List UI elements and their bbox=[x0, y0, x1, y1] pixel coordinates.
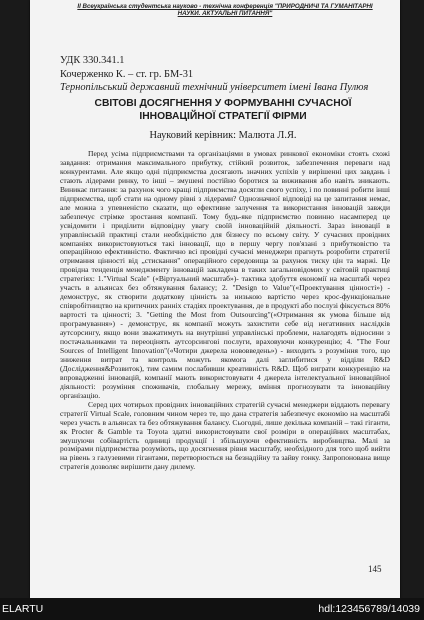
author-line: Кочерженко К. – ст. гр. БМ-31 bbox=[60, 68, 194, 80]
article-body bbox=[60, 150, 390, 472]
conference-header: II Всеукраїнська студентська науково - технічна конференція "ПРИРОДНИЧІ ТА ГУМАНІТАРНІ НАУКИ. АКТУАЛЬНІ ПИТАННЯ" bbox=[77, 3, 373, 18]
document-page bbox=[30, 0, 400, 598]
university-line: Тернопільський державний технічний університет імені Івана Пулюя bbox=[60, 82, 369, 93]
page-number: 145 bbox=[368, 564, 382, 574]
scientific-advisor: Науковий керівник: Малюта Л.Я. bbox=[149, 130, 297, 141]
footer-bar bbox=[0, 598, 424, 620]
article-meta bbox=[60, 54, 368, 95]
udk-code: УДК 330.341.1 bbox=[60, 55, 125, 66]
repository-name: ELARTU bbox=[2, 603, 44, 615]
handle-identifier[interactable]: hdl:123456789/14039 bbox=[318, 603, 420, 615]
paragraph-2: Серед цих чотирьох провідних інноваційних стратегій сучасні менеджери віддають перевагу стратегії Virtual Scale, головним чином через те, що дана стратегія забезпечує економію на масштабі через участь в альянсах та без обтяжування балансу. Сьогодні, лише декілька компаній – такі гіганти, як Procter & Gamble та Toyota здатні використовувати свої розміри в операційних масштабах, змушуючи собівартість одиниці продукції і збільшуючи ефективність виробництва. Малі за розмірами підприємства розуміють, що досягнення рівня масштабу, необхідного для того щоб вийти на рівень з галузевими гігантами, перетворюється на безнадійну та зайву гонку. Запропонована вище стратегія дозволяє вирішити дану дилему. bbox=[60, 399, 390, 472]
article-title: СВІТОВІ ДОСЯГНЕННЯ У ФОРМУВАННІ СУЧАСНОЇ ІННОВАЦІЙНОЇ СТРАТЕГІЇ ФІРМИ bbox=[94, 98, 352, 122]
paragraph-1: Перед усіма підприємствами та організаціями в умовах ринкової економіки стоять схожі завдання: отримання максимального прибутку, стійкий розвиток, забезпечення переваги над конкурентами. Але якщо одні підприємства досягають значних успіхів у вирішенні цих завдань і стають лідерами ринку, то інші – змушені постійно боротися за виживання або навіть зникають. Виникає питання: за рахунок чого кращі підприємства досягли свого успіху, і по повинні робити інші підприємства, щоб стати на одному рівні з лідерами? Однозначної відповіді на це запитання немає, але можна з упевненістю сказати, що ефективне залучення та використання інновацій завжди забезпечує стрімке зростання компанії. Тому будь-яке підприємство повинно насамперед це усвідомити і приділити відповідну увагу своїй інноваційній діяльності. Зараз інновації в управлінській практиці стали необхідністю для бізнесу по всьому світу. У сучасних провідних компаніях використовуються такі інновації, що в першу чергу пов'язані з прибутковістю та операційною ефективністю. Фактично всі провідні сучасні менеджери прагнуть розробити стратегії отримання цінності від „стискання" операційного середовища за рахунок тиску цін та маржі. Це провідна тенденція менеджменту інновацій закладена в таких загальновідомих у світовій практиці стратегіях: 1."Virtual Scale" («Віртуальний масштаб»)- тактика здобуття економії на масштабі через участь в альянсах без обтяжування балансу; 2. "Design to Value"(«Проектування цінності») - демонструє, як створити додаткову цінність за низькою вартістю через крос-функціональне співробітництво на критичних ранніх стадіях проектування, де в продукті або послузі фіксується 80% вартості та цінності; 3. "Getting the Most from Outsourcing"(«Отримання як умова більше від програмування») - демонструє, як компанії можуть захистити себе від негативних наслідків аутсорсингу, якщо вони зважатимуть на внутрішні управлінські проблеми, налагодять відносини з постачальниками та переоцінять аутсорсингові послуги, враховуючи конкуренцію; 4. "The Four Sources of Intelligent Innovation"(«Чотири джерела нововведень») - виходить з розуміння того, що зниження витрат та контроль можуть якомога далі заглибитися у відділи R&D (Дослідження&Розвиток), тим самим послабивши креативність R&D. Щоб виграти конкуренцію на впровадженні інновацій, компанії мають використовувати 4 джерела інтелектуальної інноваційної діяльності: розуміння споживачів, глобальну мережу, вміння прогнозувати та інноваційну організацію. bbox=[60, 149, 390, 400]
